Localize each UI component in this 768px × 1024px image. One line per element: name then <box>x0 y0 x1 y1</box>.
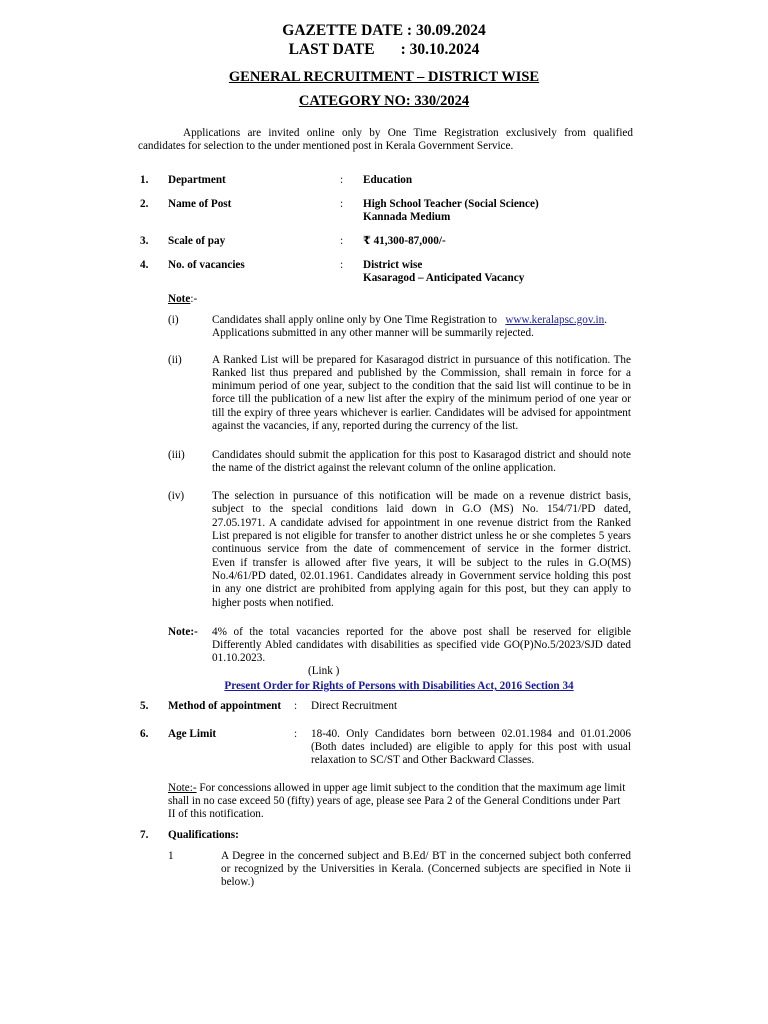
note-item-line <box>212 314 632 327</box>
item-number: 2. <box>140 198 149 210</box>
item-value: District wise <box>363 259 423 271</box>
item-separator: : <box>340 235 344 247</box>
item-value-line-2: Kannada Medium <box>363 211 451 223</box>
last-date-line <box>0 41 768 59</box>
item-number: 3. <box>140 235 149 247</box>
note-i-link-suffix: . <box>604 314 608 326</box>
item-separator: : <box>340 198 344 210</box>
intro-line-2: candidates for selection to the under mentioned post in Kerala Government Service. <box>138 140 514 152</box>
disability-note-label: Note:- <box>168 626 198 638</box>
note-item-line: subject to the special conditions laid down in G.O (MS) No. 154/71/PD dated, <box>212 503 631 515</box>
item-label: Age Limit <box>168 728 217 740</box>
item-number: 5. <box>140 700 149 712</box>
gazette-date-line <box>0 22 768 40</box>
item-number: 7. <box>140 829 149 841</box>
recruitment-title: GENERAL RECRUITMENT – DISTRICT WISE <box>228 69 540 85</box>
item-number: 4. <box>140 259 149 271</box>
item-separator: : <box>340 174 344 186</box>
note-item-line: till the expiry of three years whichever is earlier. Candidates will be advised for appointment <box>212 407 631 419</box>
note-item-line: Even if transfer is allowed after five years, it will be subject to the rules in G.O(MS) <box>212 557 631 569</box>
link-label: (Link ) <box>308 665 340 677</box>
gazette-date-value: : 30.09.2024 <box>406 22 486 39</box>
item-label: No. of vacancies <box>168 259 245 271</box>
item-value: High School Teacher (Social Science) <box>363 198 539 210</box>
qualification-line: below.) <box>221 876 255 888</box>
note-item-line: A Ranked List will be prepared for Kasaragod district in pursuance of this notification. The <box>212 354 631 366</box>
note-item-line: Ranked list thus prepared and published by the Commission, shall remain in force for a <box>212 367 631 379</box>
note-item-line: continuous service from the date of commencement of service in the former district. <box>212 543 631 555</box>
note-item-number: (iv) <box>168 490 185 502</box>
age-note-text: For concessions allowed in upper age limit subject to the condition that the maximum age limit <box>196 782 626 794</box>
age-note-line: shall in no case exceed 50 (fifty) years of age, please see Para 2 of the General Conditions under Part <box>168 795 621 807</box>
note-item-line: No.4/61/PD dated, 02.01.1961. Candidates already in Government service holding this post <box>212 570 631 582</box>
note-item-line: The selection in pursuance of this notification will be made on a revenue district basis, <box>212 490 631 502</box>
last-date-value: : 30.10.2024 <box>400 41 480 58</box>
item-value: ₹ 41,300-87,000/- <box>363 235 446 247</box>
last-date-label: LAST DATE <box>288 41 375 58</box>
item-label: Method of appointment <box>168 700 282 712</box>
item-number: 1. <box>140 174 149 186</box>
item-label: Department <box>168 174 226 186</box>
disability-note-line: 01.10.2023. <box>212 652 266 664</box>
qualification-line: or recognized by the Universities in Kerala. (Concerned subjects are specified in Note ii <box>221 863 631 875</box>
note-item-line: Applications submitted in any other manner will be summarily rejected. <box>212 327 534 339</box>
note-item-line: against the vacancies, if any, reported during the currency of the list. <box>212 420 519 432</box>
item-separator: : <box>340 259 344 271</box>
item-separator: : <box>294 700 298 712</box>
disability-note-line: Differently Abled candidates with disabilities as specified vide GO(P)No.5/2023/SJD dated <box>212 639 631 651</box>
note-heading-text: Note <box>168 293 191 305</box>
item-value-line: (Both dates included) are eligible to apply for this post with usual <box>311 741 631 753</box>
note-item-line: 27.05.1971. A candidate advised for appointment in one revenue district from the Ranked <box>212 517 631 529</box>
age-note-line <box>168 782 631 795</box>
note-item-line: in any one district are prohibited from applying again for this post, but they can apply to <box>212 583 631 595</box>
item-label: Scale of pay <box>168 235 226 247</box>
note-item-line: force till the publication of a new list after the expiry of the minimum period of one year or <box>212 393 631 405</box>
disabilities-act-link[interactable]: Present Order for Rights of Persons with Disabilities Act, 2016 Section 34 <box>224 680 574 692</box>
note-item-line: higher posts when notified. <box>212 597 334 609</box>
disability-note-line: 4% of the total vacancies reported for the above post shall be reserved for eligible <box>212 626 631 638</box>
qualification-number: 1 <box>168 850 174 862</box>
note-item-number: (ii) <box>168 354 182 366</box>
note-item-line: minimum period of one year, subject to the condition that the said list will continue to be in <box>212 380 631 392</box>
intro-line-1: Applications are invited online only by One Time Registration exclusively from qualified <box>183 127 633 139</box>
gazette-date-label: GAZETTE DATE <box>282 22 404 39</box>
note-item-line: the name of the district against the relevant column of the online application. <box>212 462 556 474</box>
note-heading <box>168 293 197 306</box>
item-value-line: relaxation to SC/ST and Other Backward Classes. <box>311 754 535 766</box>
item-separator: : <box>294 728 298 740</box>
item-value-line-2: Kasaragod – Anticipated Vacancy <box>363 272 525 284</box>
item-label: Name of Post <box>168 198 232 210</box>
item-number: 6. <box>140 728 149 740</box>
age-note-label: Note:- <box>168 782 197 794</box>
note-item-line: List prepared is not eligible for transfer to another district unless he or she completes 5 years <box>212 530 631 542</box>
qualification-line: A Degree in the concerned subject and B.Ed/ BT in the concerned subject both conferred <box>221 850 631 862</box>
note-item-line: Candidates should submit the application for this post to Kasaragod district and should note <box>212 449 631 461</box>
item-label: Qualifications: <box>168 829 239 841</box>
kerala-psc-link[interactable]: www.keralapsc.gov.in <box>505 314 605 326</box>
age-note-line: II of this notification. <box>168 808 264 820</box>
note-item-number: (i) <box>168 314 179 326</box>
note-item-number: (iii) <box>168 449 185 461</box>
item-value: Direct Recruitment <box>311 700 398 712</box>
note-heading-suffix: :- <box>190 293 198 305</box>
note-i-text: Candidates shall apply online only by One Time Registration to <box>212 314 497 326</box>
item-value-line: 18-40. Only Candidates born between 02.01.1984 and 01.01.2006 <box>311 728 631 740</box>
item-value: Education <box>363 174 413 186</box>
category-number: CATEGORY NO: 330/2024 <box>298 93 470 109</box>
